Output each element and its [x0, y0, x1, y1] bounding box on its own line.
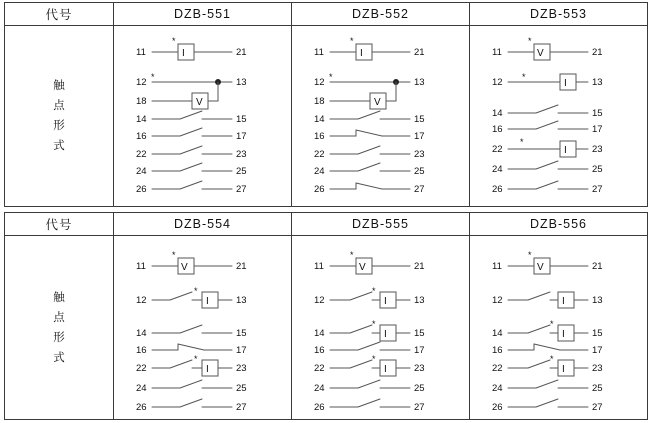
svg-text:24: 24 — [136, 166, 147, 177]
svg-text:13: 13 — [236, 295, 247, 306]
svg-text:27: 27 — [236, 184, 247, 195]
svg-text:27: 27 — [592, 184, 603, 195]
svg-text:24: 24 — [492, 383, 503, 394]
svg-text:17: 17 — [236, 131, 247, 142]
svg-text:*: * — [372, 319, 376, 329]
svg-text:13: 13 — [414, 295, 425, 306]
svg-text:V: V — [181, 262, 188, 273]
diagram-cell-dzb552 — [292, 26, 470, 207]
row-label-char-3: 式 — [53, 140, 65, 152]
contact-form-table-top — [4, 2, 648, 207]
svg-text:16: 16 — [492, 124, 503, 135]
svg-text:12: 12 — [136, 77, 147, 88]
header-code-label: 代号 — [45, 7, 73, 22]
svg-text:12: 12 — [314, 77, 325, 88]
svg-text:22: 22 — [136, 363, 147, 374]
svg-text:22: 22 — [136, 149, 147, 160]
svg-text:*: * — [550, 354, 554, 364]
svg-text:17: 17 — [236, 345, 247, 356]
svg-text:17: 17 — [414, 131, 425, 142]
diagram-svg-dzb551 — [114, 26, 291, 204]
svg-text:*: * — [194, 286, 198, 296]
svg-text:25: 25 — [236, 383, 247, 394]
row-label-vertical-bottom — [5, 288, 113, 368]
svg-text:22: 22 — [314, 149, 325, 160]
row-label-char-1-b: 点 — [53, 311, 65, 324]
svg-text:*: * — [550, 319, 554, 329]
svg-text:15: 15 — [236, 114, 247, 125]
svg-text:22: 22 — [492, 144, 503, 155]
svg-text:I: I — [384, 296, 387, 307]
svg-text:14: 14 — [314, 328, 325, 339]
model-label-dzb554: DZB-554 — [173, 217, 232, 231]
svg-text:15: 15 — [592, 328, 603, 339]
row-label-char-1: 点 — [53, 100, 65, 112]
svg-text:21: 21 — [236, 261, 247, 272]
svg-text:15: 15 — [414, 114, 425, 125]
svg-text:24: 24 — [314, 166, 325, 177]
svg-text:18: 18 — [314, 96, 325, 107]
svg-text:21: 21 — [414, 261, 425, 272]
header-code-cell-bottom — [5, 213, 114, 236]
svg-text:17: 17 — [592, 124, 603, 135]
contact-form-table-bottom — [4, 212, 648, 420]
svg-text:23: 23 — [414, 149, 425, 160]
svg-text:I: I — [564, 78, 567, 89]
svg-text:16: 16 — [136, 131, 147, 142]
svg-text:18: 18 — [136, 96, 147, 107]
svg-text:23: 23 — [592, 144, 603, 155]
diagram-svg-dzb552 — [292, 26, 469, 204]
row-label-char-3-b: 式 — [53, 351, 65, 364]
svg-text:21: 21 — [414, 47, 425, 58]
diagram-dzb551 — [114, 26, 291, 206]
svg-text:23: 23 — [236, 363, 247, 374]
svg-text:21: 21 — [236, 47, 247, 58]
svg-text:25: 25 — [236, 166, 247, 177]
svg-text:12: 12 — [136, 295, 147, 306]
svg-text:15: 15 — [414, 328, 425, 339]
svg-text:17: 17 — [592, 345, 603, 356]
svg-text:24: 24 — [136, 383, 147, 394]
diagram-dzb554 — [114, 236, 291, 419]
diagram-svg-dzb554 — [114, 236, 291, 418]
svg-text:V: V — [196, 97, 203, 108]
svg-text:27: 27 — [414, 402, 425, 413]
svg-text:16: 16 — [314, 345, 325, 356]
row-label-cell-bottom — [5, 236, 114, 420]
diagram-cell-dzb554 — [114, 236, 292, 420]
svg-text:*: * — [372, 286, 376, 296]
svg-text:13: 13 — [236, 77, 247, 88]
svg-text:25: 25 — [592, 383, 603, 394]
svg-text:12: 12 — [492, 295, 503, 306]
svg-text:26: 26 — [492, 402, 503, 413]
svg-text:23: 23 — [414, 363, 425, 374]
row-label-char-0: 触 — [53, 80, 65, 92]
row-label-char-2: 形 — [53, 120, 65, 132]
diagram-svg-dzb555 — [292, 236, 469, 418]
svg-text:27: 27 — [414, 184, 425, 195]
svg-text:*: * — [350, 36, 354, 46]
table-header-row-bottom — [5, 213, 648, 236]
svg-text:25: 25 — [414, 383, 425, 394]
svg-text:I: I — [562, 329, 565, 340]
svg-text:V: V — [537, 262, 544, 273]
svg-text:11: 11 — [314, 261, 324, 272]
svg-text:*: * — [528, 250, 532, 260]
svg-text:13: 13 — [592, 77, 603, 88]
table-body-row-top — [5, 26, 648, 207]
svg-text:11: 11 — [136, 261, 146, 272]
svg-text:I: I — [206, 296, 209, 307]
svg-text:24: 24 — [492, 164, 503, 175]
diagram-cell-dzb551 — [114, 26, 292, 207]
model-label-dzb551: DZB-551 — [173, 7, 232, 21]
svg-text:*: * — [194, 354, 198, 364]
svg-text:12: 12 — [314, 295, 325, 306]
svg-text:*: * — [329, 72, 333, 82]
row-label-vertical-top — [5, 76, 113, 156]
svg-text:26: 26 — [492, 184, 503, 195]
row-label-char-0-b: 触 — [53, 291, 65, 304]
svg-text:16: 16 — [492, 345, 503, 356]
header-code-cell — [5, 3, 114, 26]
diagram-dzb556 — [470, 236, 647, 419]
svg-text:I: I — [564, 145, 567, 156]
svg-text:26: 26 — [136, 184, 147, 195]
svg-text:15: 15 — [236, 328, 247, 339]
svg-text:I: I — [384, 364, 387, 375]
header-model-cell-3 — [470, 3, 648, 26]
svg-text:23: 23 — [236, 149, 247, 160]
svg-text:21: 21 — [592, 261, 603, 272]
svg-text:*: * — [520, 137, 524, 147]
svg-text:26: 26 — [136, 402, 147, 413]
model-label-dzb552: DZB-552 — [351, 7, 410, 21]
diagram-cell-dzb555 — [292, 236, 470, 420]
svg-text:26: 26 — [314, 402, 325, 413]
svg-text:26: 26 — [314, 184, 325, 195]
svg-text:I: I — [182, 48, 185, 59]
svg-text:I: I — [562, 296, 565, 307]
row-label-char-2-b: 形 — [53, 331, 65, 344]
table-header-row — [5, 3, 648, 26]
header-model-cell-6 — [470, 213, 648, 236]
svg-text:13: 13 — [414, 77, 425, 88]
svg-text:16: 16 — [136, 345, 147, 356]
svg-text:23: 23 — [592, 363, 603, 374]
model-label-dzb553: DZB-553 — [529, 7, 588, 21]
svg-text:14: 14 — [136, 328, 147, 339]
svg-text:21: 21 — [592, 47, 603, 58]
diagram-dzb552 — [292, 26, 469, 206]
svg-text:*: * — [528, 36, 532, 46]
svg-text:V: V — [359, 262, 366, 273]
svg-text:I: I — [360, 48, 363, 59]
svg-text:*: * — [172, 250, 176, 260]
diagram-svg-dzb556 — [470, 236, 647, 418]
diagram-cell-dzb553 — [470, 26, 648, 207]
svg-text:27: 27 — [236, 402, 247, 413]
svg-text:*: * — [522, 72, 526, 82]
svg-text:24: 24 — [314, 383, 325, 394]
diagram-cell-dzb556 — [470, 236, 648, 420]
header-code-label-bottom: 代号 — [45, 217, 73, 232]
svg-text:17: 17 — [414, 345, 425, 356]
svg-text:22: 22 — [314, 363, 325, 374]
svg-text:12: 12 — [492, 77, 503, 88]
svg-text:11: 11 — [136, 47, 146, 58]
svg-text:11: 11 — [314, 47, 324, 58]
model-label-dzb556: DZB-556 — [529, 217, 588, 231]
svg-text:22: 22 — [492, 363, 503, 374]
svg-text:16: 16 — [314, 131, 325, 142]
svg-text:I: I — [562, 364, 565, 375]
svg-text:V: V — [374, 97, 381, 108]
svg-text:I: I — [206, 364, 209, 375]
svg-text:25: 25 — [414, 166, 425, 177]
svg-text:I: I — [384, 329, 387, 340]
header-model-cell-1 — [114, 3, 292, 26]
svg-text:14: 14 — [492, 328, 503, 339]
row-label-cell-top — [5, 26, 114, 207]
svg-text:13: 13 — [592, 295, 603, 306]
diagram-dzb555 — [292, 236, 469, 419]
svg-text:11: 11 — [492, 47, 502, 58]
header-model-cell-5 — [292, 213, 470, 236]
svg-text:14: 14 — [136, 114, 147, 125]
diagram-svg-dzb553 — [470, 26, 647, 204]
model-label-dzb555: DZB-555 — [351, 217, 410, 231]
svg-text:*: * — [350, 250, 354, 260]
svg-text:14: 14 — [492, 108, 503, 119]
svg-text:*: * — [151, 72, 155, 82]
svg-text:V: V — [537, 48, 544, 59]
header-model-cell-2 — [292, 3, 470, 26]
diagram-dzb553 — [470, 26, 647, 206]
header-model-cell-4 — [114, 213, 292, 236]
svg-text:25: 25 — [592, 164, 603, 175]
svg-text:*: * — [372, 354, 376, 364]
svg-text:27: 27 — [592, 402, 603, 413]
svg-text:14: 14 — [314, 114, 325, 125]
svg-text:11: 11 — [492, 261, 502, 272]
svg-text:*: * — [172, 36, 176, 46]
table-body-row-bottom — [5, 236, 648, 420]
svg-text:15: 15 — [592, 108, 603, 119]
